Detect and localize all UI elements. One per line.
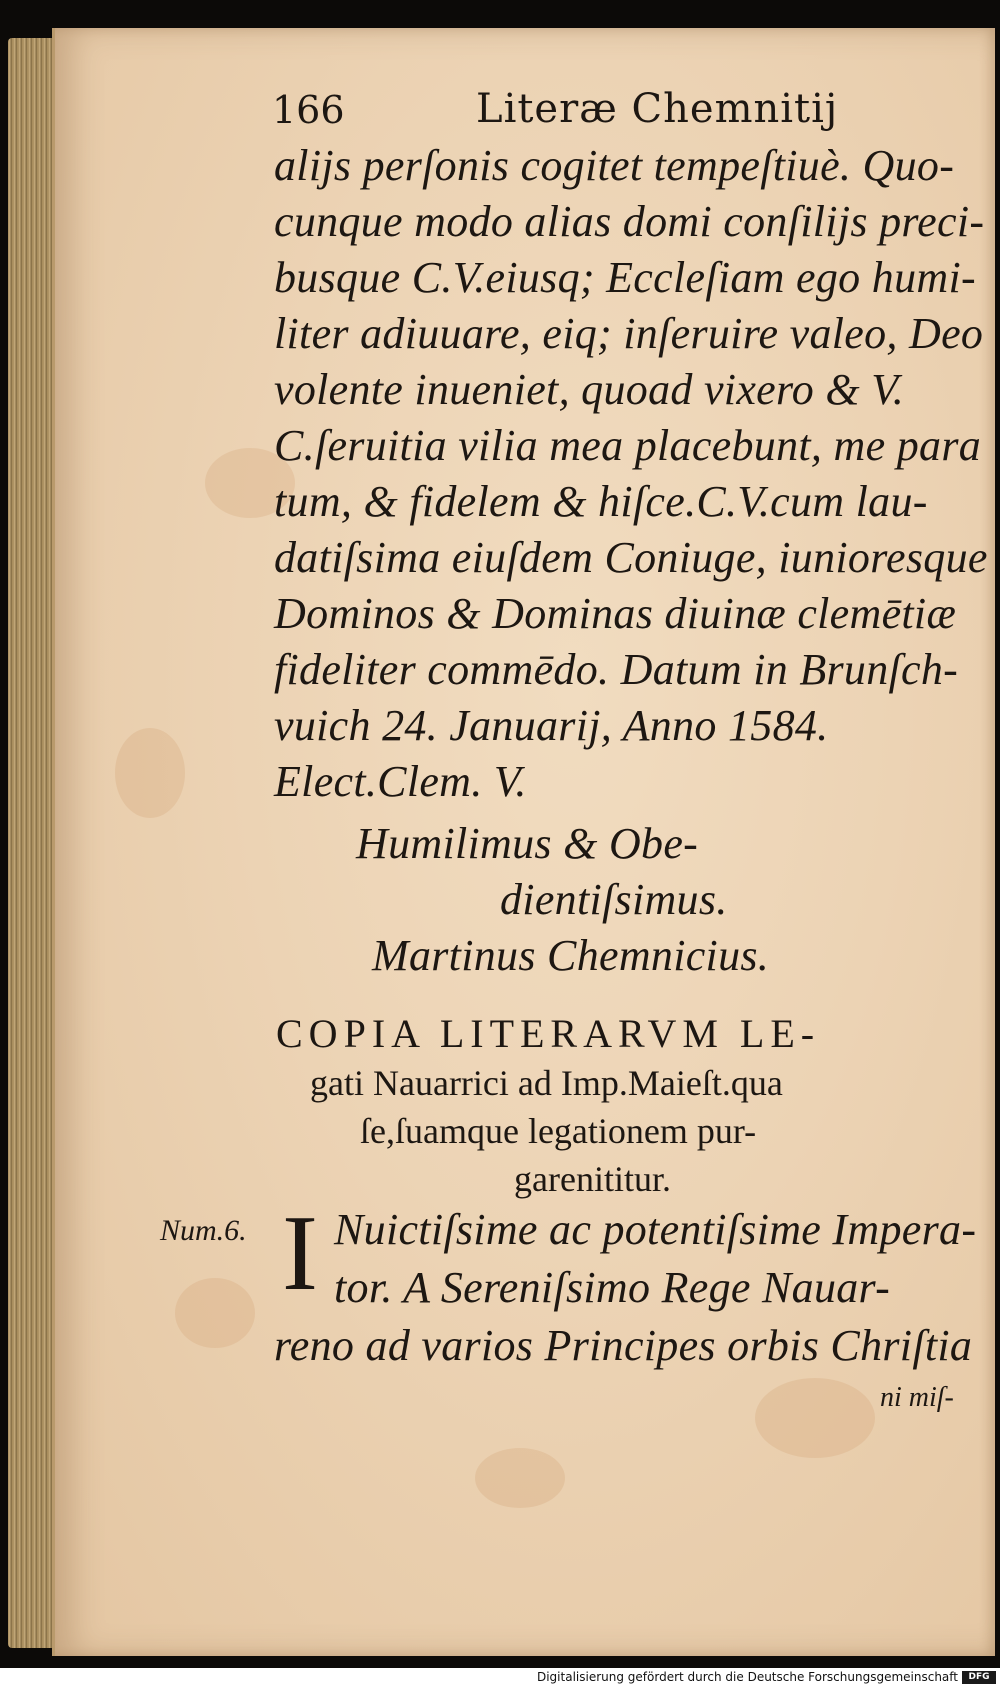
page-number: 166 (272, 88, 345, 132)
dfg-logo: DFG (962, 1671, 996, 1684)
letter-line: volente inueniet, quoad vixero & V. (274, 365, 905, 414)
letter-line: vuich 24. Januarij, Anno 1584. (274, 701, 829, 750)
footer-credit: Digitalisierung gefördert durch die Deutsche Forschungsgemeinschaft (536, 1670, 958, 1684)
letter-line: cunque modo alias domi conſilijs preci- (274, 197, 985, 246)
footer-bar (0, 1668, 1000, 1688)
body-line: Nuictiſsime ac potentiſsime Impera- (334, 1205, 977, 1254)
signature-line: dientiſsimus. (500, 875, 728, 924)
running-title: Literæ Chemnitij (476, 86, 839, 132)
section-heading-line: garenititur. (514, 1159, 671, 1199)
section-heading-line: ſe,ſuamque legationem pur- (360, 1111, 757, 1151)
body-line: tor. A Sereniſsimo Rege Nauar- (334, 1263, 891, 1312)
letter-line: liter adiuuare, eiq; inſeruire valeo, Deo (274, 309, 984, 358)
letter-line: tum, & fidelem & hiſce.C.V.cum lau- (274, 477, 928, 526)
letter-line: Dominos & Dominas diuinæ clemētiæ (274, 589, 957, 638)
section-heading: COPIA LITERARVM LE- (276, 1011, 821, 1056)
letter-line: busque C.V.eiusq; Eccleſiam ego humi- (274, 253, 976, 302)
letter-line: alijs perſonis cogitet tempeſtiuè. Quo- (274, 141, 955, 190)
stain (115, 728, 185, 818)
stain (475, 1448, 565, 1508)
signature-line: Humilimus & Obe- (356, 819, 699, 868)
drop-cap: I (282, 1194, 318, 1313)
stain (175, 1278, 255, 1348)
catchword: ni miſ- (880, 1382, 954, 1413)
letter-line: C.ſeruitia vilia mea placebunt, me para (274, 421, 982, 470)
body-line: reno ad varios Principes orbis Chriſtia (274, 1321, 973, 1370)
section-heading-line: gati Nauarrici ad Imp.Maieſt.qua (310, 1063, 783, 1103)
letter-line: datiſsima eiuſdem Coniuge, iunioresque (274, 533, 988, 582)
signature-name: Martinus Chemnicius. (372, 931, 770, 980)
marginal-note: Num.6. (160, 1214, 247, 1247)
stain (755, 1378, 875, 1458)
letter-line: fideliter commēdo. Datum in Brunſch- (274, 645, 959, 694)
letter-line: Elect.Clem. V. (274, 757, 527, 806)
